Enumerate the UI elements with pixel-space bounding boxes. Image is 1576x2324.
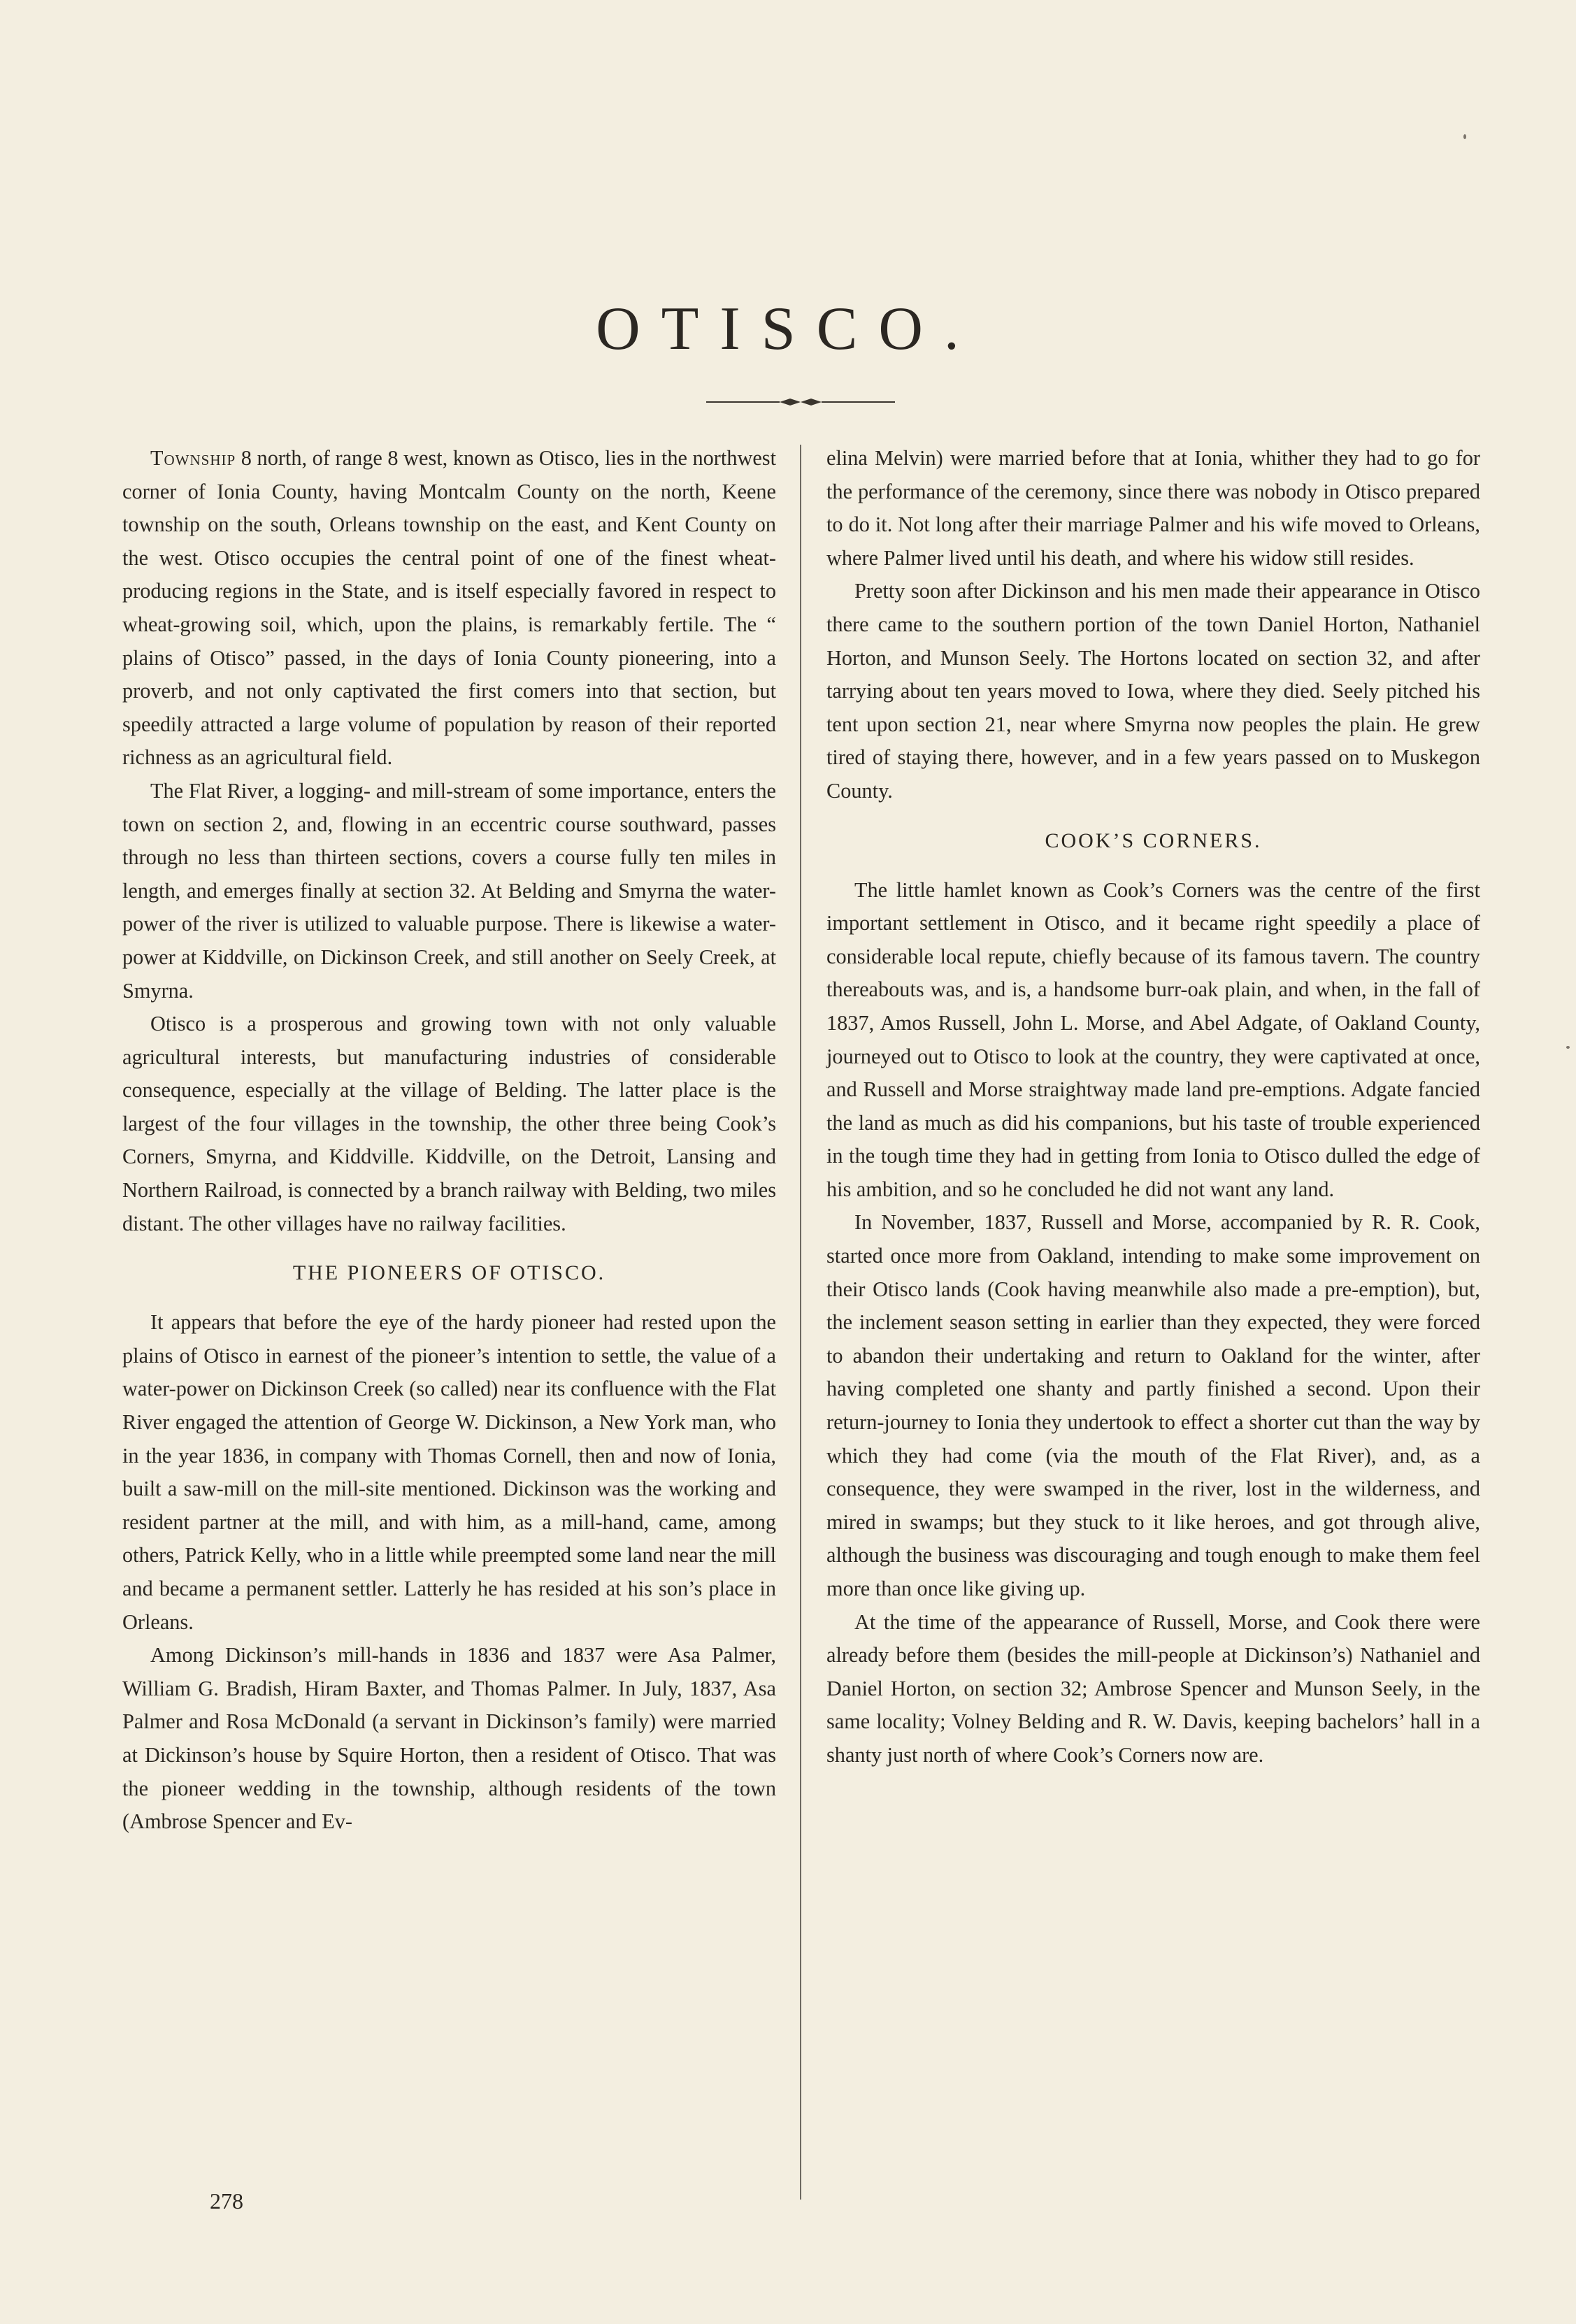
paragraph: It appears that before the eye of the hardy pioneer had rested upon the plains of Otisco in earnest of the pioneer’s intention to settle, the value of a water-power on Dickinson Creek (so called) near its confluence with the Flat River engaged the attention of George W. Dickinson, a New York man, who in the year 1836, in company with Thomas Cornell, then and now of Ionia, built a saw-mill on the mill-site mentioned. Dickinson was the working and resident partner at the mill, and with him, as a mill-hand, came, among others, Patrick Kelly, who in a little while preempted some land near the mill and became a permanent settler. Latterly he has resided at his son’s place in Orleans. bbox=[122, 1310, 776, 1634]
paper-speck bbox=[1463, 134, 1466, 139]
title-ornament bbox=[706, 388, 895, 416]
lead-word: Township bbox=[150, 446, 236, 470]
section-heading: COOK’S CORNERS. bbox=[1045, 829, 1262, 852]
page-title: OTISCO. bbox=[596, 295, 980, 363]
paper-speck bbox=[1566, 1046, 1570, 1049]
page-number: 278 bbox=[210, 2188, 243, 2214]
paragraph-text: 8 north, of range 8 west, known as Otisco, lies in the northwest corner of Ionia County, having Montcalm County on the north, Keene township on the south, Orleans township on the east, and Kent County on the west. Otisco occupies the central point of one of the finest wheat-producing regions in the State, and is itself especially favored in respect to wheat-growing soil, which, upon the plains, is remarkably fertile. The “ plains of Otisco” passed, in the days of Ionia County pioneering, into a proverb, and not only captivated the first comers into that section, but speedily attracted a large volume of population by reason of their reported richness as an agricultural field. bbox=[122, 446, 776, 770]
left-column bbox=[122, 442, 776, 1839]
paragraph: In November, 1837, Russell and Morse, accompanied by R. R. Cook, started once more from Oakland, intending to make some improvement on their Otisco lands (Cook having meanwhile also made a pre-emption), but, the inclement season setting in earlier than they expected, they were forced to abandon their undertaking and return to Oakland for the winter, after having completed one shanty and partly finished a second. Upon their return-journey to Ionia they undertook to effect a shorter cut than the way by which they had come (via the mouth of the Flat River), and, as a consequence, they were swamped in the river, lost in the wilderness, and mired in swamps; but they stuck to it like heroes, and got through alive, although the business was discouraging and tough enough to make them feel more than once like giving up. bbox=[826, 1210, 1480, 1600]
paragraph: Pretty soon after Dickinson and his men made their appearance in Otisco there came to the southern portion of the town Daniel Horton, Nathaniel Horton, and Munson Seely. The Hortons located on section 32, and after tarrying about ten years moved to Iowa, where they died. Seely pitched his tent upon section 21, near where Smyrna now peoples the plain. He grew tired of staying there, however, and in a few years passed on to Muskegon County. bbox=[826, 579, 1480, 803]
paragraph: The Flat River, a logging- and mill-stream of some importance, enters the town on section 2, and, flowing in an eccentric course southward, passes through no less than thirteen sections, covers a course fully ten miles in length, and emerges finally at section 32. At Belding and Smyrna the water-power of the river is utilized to valuable purpose. There is likewise a water-power at Kiddville, on Dickinson Creek, and still another on Seely Creek, at Smyrna. bbox=[122, 778, 776, 1003]
paragraph: Among Dickinson’s mill-hands in 1836 and 1837 were Asa Palmer, William G. Bradish, Hiram Baxter, and Thomas Palmer. In July, 1837, Asa Palmer and Rosa McDonald (a servant in Dickinson’s family) were married at Dickinson’s house by Squire Horton, then a resident of Otisco. That was the pioneer wedding in the township, although residents of the town (Ambrose Spencer and Ev- bbox=[122, 1643, 776, 1834]
paragraph: elina Melvin) were married before that at Ionia, whither they had to go for the performance of the ceremony, since there was nobody in Otisco prepared to do it. Not long after their marriage Palmer and his wife moved to Orleans, where Palmer lived until his death, and where his widow still resides. bbox=[826, 446, 1480, 570]
right-column bbox=[826, 442, 1480, 1772]
paragraph bbox=[122, 442, 776, 775]
paragraph: Otisco is a prosperous and growing town with not only valuable agricultural interests, but manufacturing industries of considerable consequence, especially at the village of Belding. The latter place is the largest of the four villages in the township, the other three being Cook’s Corners, Smyrna, and Kiddville. Kiddville, on the Detroit, Lansing and Northern Railroad, is connected by a branch railway with Belding, two miles distant. The other villages have no railway facilities. bbox=[122, 1012, 776, 1235]
section-heading: THE PIONEERS OF OTISCO. bbox=[292, 1261, 606, 1285]
column-divider bbox=[800, 445, 801, 2200]
paragraph: At the time of the appearance of Russell, Morse, and Cook there were already before them (besides the mill-people at Dickinson’s) Nathaniel and Daniel Horton, on section 32; Ambrose Spencer and Munson Seely, in the same locality; Volney Belding and R. W. Davis, keeping bachelors’ hall in a shanty just north of where Cook’s Corners now are. bbox=[826, 1609, 1480, 1767]
paragraph: The little hamlet known as Cook’s Corners was the centre of the first important settlement in Otisco, and it became right speedily a place of considerable local repute, chiefly because of its famous tavern. The country thereabouts was, and is, a handsome burr-oak plain, and when, in the fall of 1837, Amos Russell, John L. Morse, and Abel Adgate, of Oakland County, journeyed out to Otisco to look at the country, they were captivated at once, and Russell and Morse straightway made land pre-emptions. Adgate fancied the land as much as did his companions, but his taste of trouble experienced in the tough time they had in getting from Ionia to Otisco dulled the edge of his ambition, and so he concluded he did not want any land. bbox=[826, 877, 1480, 1201]
